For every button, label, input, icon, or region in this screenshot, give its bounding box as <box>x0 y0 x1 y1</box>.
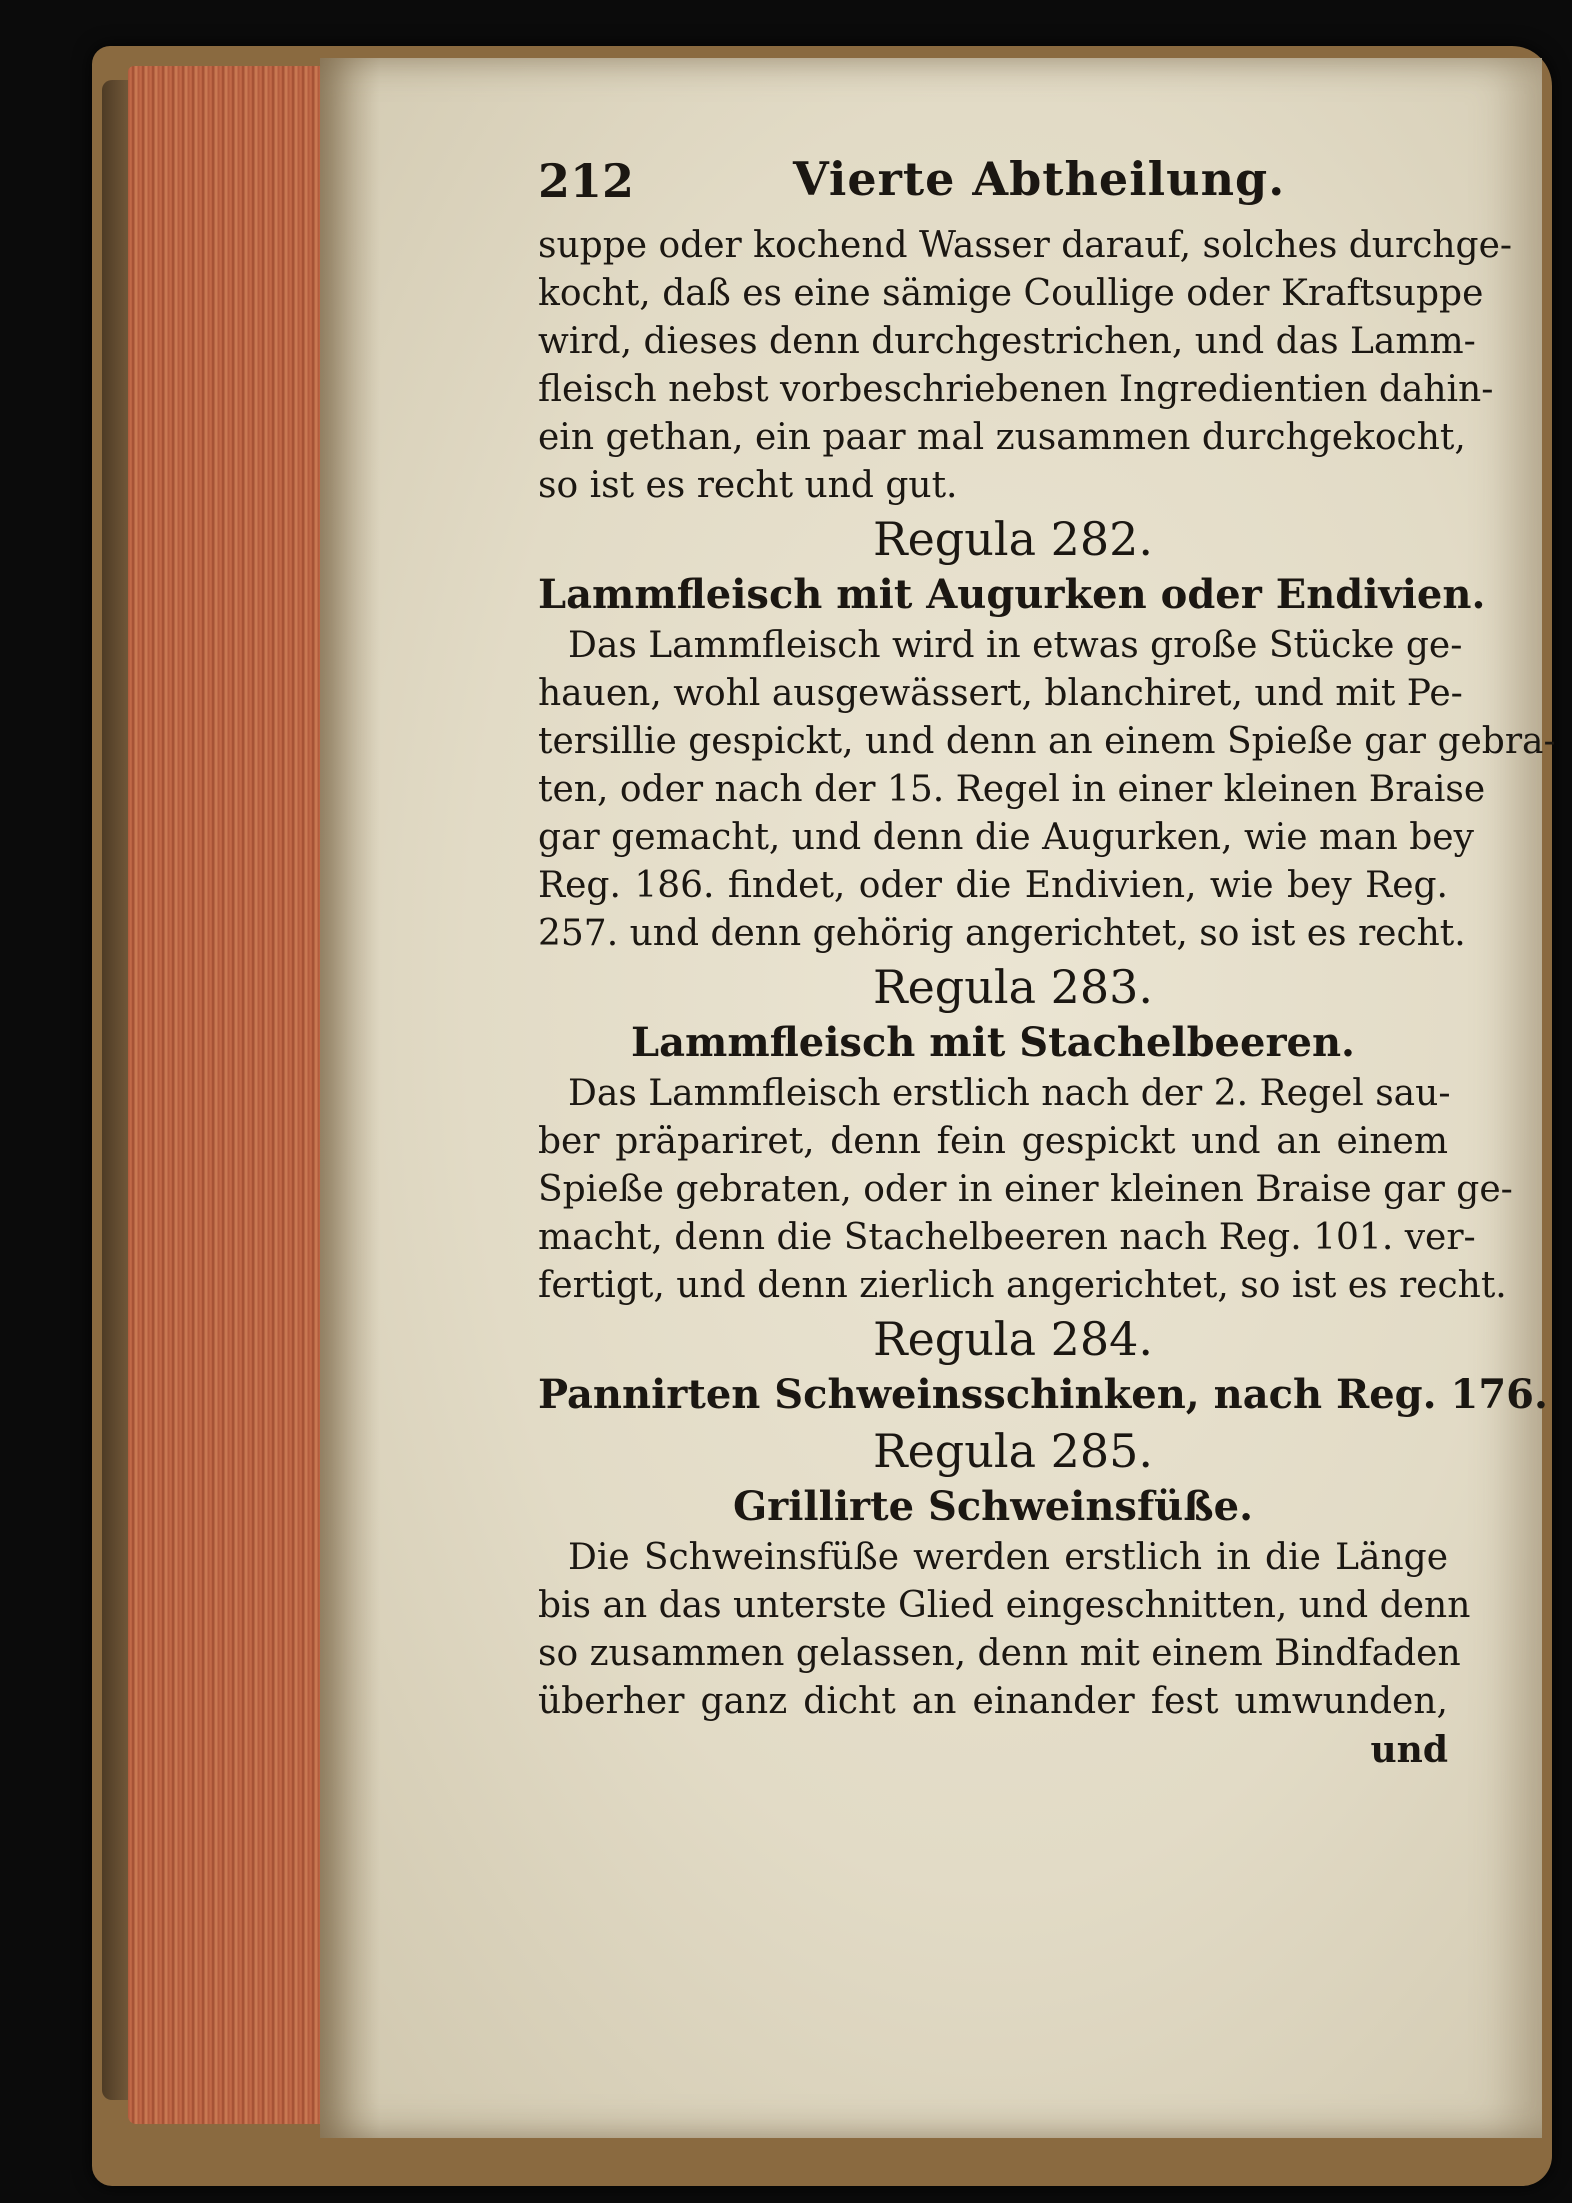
text-line: Das Lammfleisch erstlich nach der 2. Regel sau- <box>568 1073 1451 1114</box>
text-line: suppe oder kochend Wasser darauf, solches durchge- <box>538 225 1513 266</box>
text-line: überher ganz dicht an einander fest umwunden, <box>538 1681 1448 1722</box>
page-gutter-shadow <box>320 58 380 2138</box>
regula-heading: Regula 283. <box>872 960 1154 1014</box>
recipe-section <box>538 510 1556 958</box>
regula-heading: Regula 285. <box>872 1424 1154 1478</box>
text-line: macht, denn die Stachelbeeren nach Reg. 101. ver- <box>538 1217 1476 1258</box>
text-line: ber präpariret, denn fein gespickt und an einem <box>538 1121 1448 1162</box>
page-edges <box>128 66 328 2124</box>
intro-paragraph <box>538 222 1513 510</box>
recipe-title: Pannirten Schweinsschinken, nach Reg. 176. <box>538 1371 1548 1418</box>
text-line: so zusammen gelassen, denn mit einem Bindfaden <box>538 1633 1461 1674</box>
text-line: ten, oder nach der 15. Regel in einer kleinen Braise <box>538 769 1486 810</box>
text-line: wird, dieses denn durchgestrichen, und das Lamm- <box>538 321 1476 362</box>
text-line: tersillie gespickt, und denn an einem Spieße gar gebra- <box>538 721 1556 762</box>
recipe-title: Lammfleisch mit Stachelbeeren. <box>631 1019 1355 1066</box>
text-line: Reg. 186. findet, oder die Endivien, wie bey Reg. <box>538 865 1448 906</box>
text-line: hauen, wohl ausgewässert, blanchiret, und mit Pe- <box>538 673 1463 714</box>
recipe-title: Grillirte Schweinsfüße. <box>733 1483 1253 1530</box>
regula-heading: Regula 282. <box>872 512 1154 566</box>
text-line: Das Lammfleisch wird in etwas große Stücke ge- <box>568 625 1463 666</box>
recipe-section <box>538 958 1513 1310</box>
page-number: 212 <box>538 154 635 208</box>
text-line: fertigt, und denn zierlich angerichtet, so ist es recht. <box>538 1265 1507 1306</box>
text-line: kocht, daß es eine sämige Coullige oder Kraftsuppe <box>538 273 1484 314</box>
running-title: Vierte Abtheilung. <box>793 152 1286 206</box>
regula-heading: Regula 284. <box>872 1312 1154 1366</box>
text-line: 257. und denn gehörig angerichtet, so ist es recht. <box>538 913 1466 954</box>
text-line: Die Schweinsfüße werden erstlich in die Länge <box>568 1537 1448 1578</box>
text-line: Spieße gebraten, oder in einer kleinen Braise gar ge- <box>538 1169 1513 1210</box>
catchword: und <box>1370 1729 1448 1771</box>
page-text <box>538 152 1556 1774</box>
text-line: fleisch nebst vorbeschriebenen Ingredientien dahin- <box>538 369 1494 410</box>
recipe-section <box>538 1422 1471 1726</box>
recipe-section <box>538 1310 1548 1422</box>
recipe-title: Lammfleisch mit Augurken oder Endivien. <box>538 571 1486 618</box>
text-line: bis an das unterste Glied eingeschnitten, und denn <box>538 1585 1471 1626</box>
text-line: ein gethan, ein paar mal zusammen durchgekocht, <box>538 417 1466 458</box>
text-line: gar gemacht, und denn die Augurken, wie man bey <box>538 817 1474 858</box>
page-header <box>538 152 1448 222</box>
text-line: so ist es recht und gut. <box>538 465 958 506</box>
